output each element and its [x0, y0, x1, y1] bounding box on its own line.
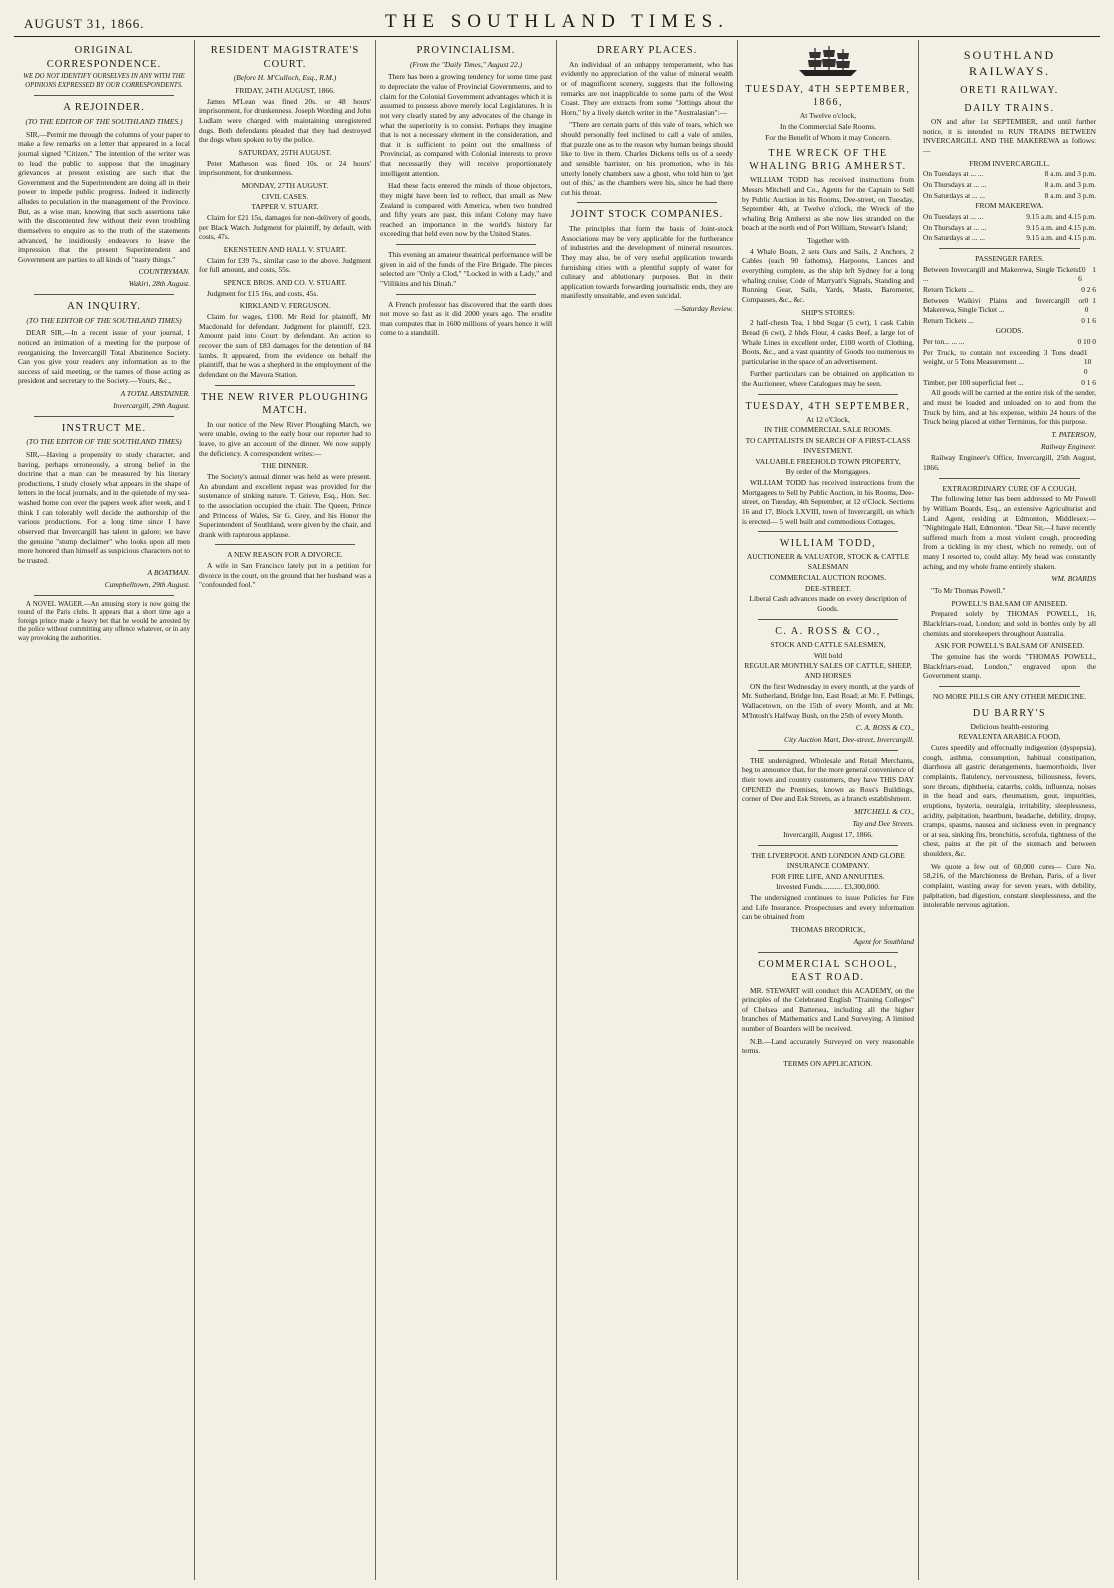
letter-signature: COUNTRYMAN. [138, 267, 190, 277]
divider [215, 385, 355, 386]
divider [577, 202, 717, 203]
timetable-makerewa [923, 212, 1096, 243]
balsam-body: Prepared solely by THOMAS POWELL, 16, Blackfriars-road, London; and sold in bottles only by all chemists and storekeepers throughout Australia. [923, 609, 1096, 638]
letter-body: DEAR SIR,—In a recent issue of your journal, I noticed an intimation of a meeting for the purpose of reorganising the Invercargill Total Abstinence Society. Can you give your readers any information as to the success of said meeting, or the names of those acting as president and secretary to the Society.—Yours, &c., [18, 328, 190, 386]
timetable-day: On Thursdays at ... ... [923, 180, 987, 190]
timetable-time: 8 a.m. and 3 p.m. [1044, 169, 1096, 179]
divider [939, 478, 1080, 479]
column-auctions [738, 40, 919, 1580]
sales-body: ON the first Wednesday in every month, at the yards of Mr. Sutherland, Bridge Inn, East Road; at Mr. F. Pellings, Wallacetown, on the 15th of every Month, and at Mr. M'Intosh's Halfway Bush, on the 25th of every Month. [742, 681, 914, 720]
auction-date: TUESDAY, 4TH SEPTEMBER, 1866, [745, 84, 911, 108]
fare-item: Between Invercargill and Makerewa, Single Tickets ... [923, 264, 1079, 284]
divider [215, 544, 355, 545]
divider [396, 244, 536, 245]
fare-price: £0 1 6 [1078, 264, 1096, 284]
page-columns [14, 40, 1100, 1580]
subheading: THE DINNER. [261, 461, 309, 471]
court-report: Claim for £39 7s., similar case to the above. Judgment for full amount, and costs, 55s. [199, 255, 371, 275]
balsam-genuine: The genuine has the words "THOMAS POWELL, Blackfriars-road, London," engraved upon the Government stamp. [923, 652, 1096, 681]
paragraph-title: A NEW REASON FOR A DIVORCE. [227, 550, 343, 560]
column-provincialism [376, 40, 557, 1580]
goods-price: 1 10 0 [1083, 347, 1092, 377]
barry-cures: We quote a few out of 60,000 cures— Cure No. 58,216, of the Marchioness de Brehan, Paris, of a liver complaint, wasting away for seven years, with debility, palpitation, bad digestion, constant sleeplessness, and the intolerable nervous agitation. [923, 861, 1096, 910]
court-date: FRIDAY, 24TH AUGUST, 1866. [235, 86, 335, 96]
issue-date: AUGUST 31, 1866. [24, 16, 145, 31]
goods-price: 0 10 0 [1077, 337, 1096, 347]
auction-time: At Twelve o'clock, [799, 111, 857, 120]
goods-item: Timber, per 100 superficial feet ... [923, 377, 1024, 387]
divider [758, 619, 898, 620]
school-terms: TERMS ON APPLICATION. [783, 1058, 873, 1068]
divider [34, 416, 174, 417]
cure-body: The following letter has been addressed to Mr Powell by William Boards, Esq., an extensive Agriculturist and Land Agent, residing at Edmonton, Middlesex:— "Nightingale Hall, Edmonton. "Dear Sir,—I have recently suffered much from a most violent cough, proceeding from a tickling in my chest, which no remedy, out of many I resorted to, could allay. My head was constantly aching, and my whole frame entirely shaken. [923, 494, 1096, 571]
advertiser-will: Will hold [813, 650, 843, 660]
article-body: An individual of an unhappy temperament, who has evidently no appreciation of the value of mineral wealth or of magnificent scenery, suggests that the following remarks are not inapplicable to some parts of the West Coast. They are extracts from some "Jottings about the Horn," by a lively sketch writer in the "Australasian":— [561, 59, 733, 117]
auction-body: WILLIAM TODD has received instructions from Messrs Mitchell and Co., Agents for the Captain to Sell by Public Auction in his Rooms, Dee-street, on Tuesday, September 4th, at Twelve o'clock, the Wreck of the whaling Brig Amherst as she now lies stranded on the beach at the north end of Port William, Stewart's Island; [742, 175, 914, 233]
court-presiding: (Before H. M'Culloch, Esq., R.M.) [233, 73, 337, 83]
column-court [195, 40, 376, 1580]
article-source: (From the "Daily Times," August 22.) [409, 59, 523, 69]
merchant-signature: MITCHELL & CO., [854, 806, 914, 816]
divider [758, 750, 898, 751]
case-name: EKENSTEEN AND HALL V. STUART. [223, 245, 347, 255]
letter-address: (TO THE EDITOR OF THE SOUTHLAND TIMES) [26, 315, 182, 325]
goods-price: 0 1 6 [1081, 377, 1096, 387]
stores-heading: SHIP'S STORES: [801, 307, 855, 317]
insurance-title: THE LIVERPOOL AND LONDON AND GLOBE INSURANCE COMPANY. [751, 851, 905, 870]
goods-row [923, 337, 1096, 347]
timetable-time: 9.15 a.m. and 4.15 p.m. [1026, 212, 1096, 222]
case-name: KIRKLAND V. FERGUSON. [239, 301, 331, 311]
timetable-day: On Tuesdays at ... ... [923, 212, 984, 222]
balsam-title: POWELL'S BALSAM OF ANISEED. [951, 598, 1068, 608]
court-report: James M'Lean was fined 20s. or 48 hours' imprisonment, for drunkenness. Joseph Wording and John Ludlam were charged with maintaining unregistered dogs. Both defendants pleaded that they had destroyed the dogs when spoken to by the police. [199, 96, 371, 145]
divider [396, 294, 536, 295]
masthead [14, 8, 1100, 37]
advertiser-signature: C. A. ROSS & CO., [855, 723, 914, 733]
advertiser-rooms: COMMERCIAL AUCTION ROOMS. [769, 572, 887, 582]
barry-body: Cures speedily and effectually indigestion (dyspepsia), cough, asthma, consumption, habitual constipation, diarrhoea all gastric derangements, haemorrhoids, liver complaints, flatulency, nervousness, biliousness, fevers, sore throats, diphtheria, catarrhs, colds, influenza, noises in the head and ears, rheumatism, gout, impurities, eruptions, hysteria, neuralgia, irritability, sleeplessness, acidity, palpitation, heartburn, headache, debility, dropsy, cramps, spasms, nausea and sickness even in pregnancy or at sea, sinking fits, bronchitis, scrofula, tightness of the chest, pains at the pit of the stomach and between shoulders, &c. [923, 743, 1096, 859]
timetable-row [923, 212, 1096, 222]
school-title: COMMERCIAL SCHOOL, EAST ROAD. [758, 958, 898, 983]
auction-by: By order of the Mortgagees. [785, 467, 871, 477]
school-note: N.B.—Land accurately Surveyed on very reasonable terms. [742, 1036, 914, 1056]
letter-title: A REJOINDER. [63, 102, 145, 114]
timetable-row [923, 191, 1096, 201]
barry-food: REVALENTA ARABICA FOOD, [958, 732, 1061, 742]
article-body: The Society's annual dinner was held as were present. An abundant and excellent repast was provided for the sustenance of sinking nature. T. Grieve, Esq., Hon. Sec. to the association occupied the chair. The Queen, Prince and Princess of Wales, Sir G. Grey, and his Honor the Superintendent of Southland, were given by the chair, and drank with rapturous applause. [199, 472, 371, 539]
fare-item: Between Waikivi Plains and Invercargill or Makerewa, Single Ticket ... [923, 295, 1085, 315]
fares-heading: PASSENGER FARES. [975, 253, 1044, 263]
article-body: In our notice of the New River Ploughing Match, we were unable, owing to the early hour our reporter had to leave, to give an account of the dinner. We now supply the deficiency. A correspondent writes:— [199, 419, 371, 458]
article-body: Had these facts entered the minds of those objectors, they might have been led to reflect, that small as New Zealand is compared with America, when two hundred and fifty years are past, this infant Colony may have reached an importance in the world's history far exceeding that held even now by the United States. [380, 181, 552, 239]
goods-heading: GOODS. [995, 326, 1024, 336]
insurance-funds: Invested Funds........... £3,300,000. [776, 882, 880, 892]
paragraph: This evening an amateur theatrical performance will be given in aid of the funds of the Fire Brigade. The pieces selected are "Only a Clod," "Locked in with a Lady," and "Villikins and his Dinah." [380, 250, 552, 288]
daily-trains: DAILY TRAINS. [964, 103, 1055, 115]
civil-cases-heading: CIVIL CASES. [261, 191, 309, 201]
court-report: Judgment for £15 16s, and costs, 45s. [207, 288, 319, 298]
column-railways [919, 40, 1100, 1580]
section-heading: RESIDENT MAGISTRATE'S COURT. [210, 45, 360, 70]
timetable-row [923, 233, 1096, 243]
engineer-title: Railway Engineer. [1041, 441, 1096, 451]
section-heading: THE NEW RIVER PLOUGHING MATCH. [201, 391, 369, 417]
letter-place: Campbelltown, 29th August. [104, 580, 190, 590]
paragraph: A NOVEL WAGER.—An amusing story is now going the round of the Paris clubs. It appears that a short time ago a foreign prince made a heavy bet that he would be arrested by the police without committing any offence whatever, or in any way provoking the authorities. [18, 600, 190, 642]
cure-addressee: "To Mr Thomas Powell." [931, 586, 1006, 596]
timetable-day: On Saturdays at ... ... [923, 190, 985, 200]
ship-icon [793, 44, 863, 78]
letter-title: AN INQUIRY. [67, 300, 141, 312]
timetable-time: 9.15 a.m. and 4.15 p.m. [1026, 233, 1096, 243]
column-dreary-places [557, 40, 738, 1580]
column-correspondence [14, 40, 195, 1580]
divider [939, 686, 1080, 687]
railway-line: ORETI RAILWAY. [960, 85, 1059, 97]
section-heading: PROVINCIALISM. [416, 45, 516, 56]
case-name: TAPPER V. STUART. [251, 202, 319, 212]
fare-price: 0 2 6 [1081, 284, 1096, 294]
pills-title: NO MORE PILLS OR ANY OTHER MEDICINE. [932, 691, 1087, 701]
stores-list: 2 half-chests Tea, 1 bbd Sugar (5 cwt), 1 cask Cabin Bread (6 cwt), 2 hhds Flour, 4 casks Beef, a large lot of Whale Lines in excellent order, £100 worth of Clothing, Boots, &c., and a vast quantity of Goods too numerous to particularise in the space of an advertisement. [742, 318, 914, 366]
divider [758, 531, 898, 532]
timetable-row [923, 180, 1096, 190]
insurance-body: The undersigned continues to issue Policies for Fire and Life Insurance. Prospectuses and every information can be obtained from [742, 893, 914, 922]
paragraph: A French professor has discovered that the earth does not move so fast as it did 2000 years ago. The erudite man computes that in 1600 millions of years hence it will come to a standstill. [380, 299, 552, 338]
merchant-date: Invercargill, August 17, 1866. [783, 830, 873, 840]
section-heading: JOINT STOCK COMPANIES. [570, 209, 724, 221]
divider [34, 595, 174, 596]
divider [758, 845, 898, 846]
balsam-ask: ASK FOR POWELL'S BALSAM OF ANISEED. [934, 641, 1085, 651]
timetable-day: On Thursdays at ... ... [923, 222, 987, 232]
letter-address: (TO THE EDITOR OF THE SOUTHLAND TIMES) [26, 437, 182, 447]
barry-name: DU BARRY'S [972, 707, 1047, 719]
divider [758, 394, 898, 395]
insurance-signature: THOMAS BRODRICK, [790, 925, 866, 934]
advertiser-street: DEE-STREET. [805, 583, 851, 593]
auction-title: VALUABLE FREEHOLD TOWN PROPERTY, [755, 456, 901, 466]
article-source: —Saturday Review. [674, 304, 733, 314]
fare-price: 0 1 0 [1084, 295, 1096, 315]
goods-note: All goods will be carried at the entire risk of the sender, and must be loaded and unloaded on to and from the Truck by him, and at his expense, within 24 hours of the Truck being placed at either Terminus, for this purpose. [923, 388, 1096, 427]
divider [34, 95, 174, 96]
merchant-body: THE undersigned, Wholesale and Retail Merchants, beg to announce that, for the more general convenience of their town and country customers, they have THIS DAY OPENED the Premises, known as Ross's Buildings, corner of Dee and Esk Streets, as a branch establishment. [742, 755, 914, 804]
goods-row [923, 378, 1096, 388]
section-heading: SOUTHLAND RAILWAYS. [963, 48, 1056, 78]
advertiser-name: WILLIAM TODD, [779, 538, 877, 550]
advertiser-note: Liberal Cash advances made on every description of Goods. [749, 594, 907, 613]
auction-time: At 12 o'Clock, [806, 414, 850, 424]
fare-row [923, 265, 1096, 284]
paragraph: A wife in San Francisco lately put in a petition for divorce in the court, on the ground that her husband was a "confounded fool." [199, 561, 371, 590]
court-report: Claim for £21 15s, damages for non-delivery of goods, per Black Watch. Judgment for plaintiff, by default, with costs, 47s. [199, 213, 371, 242]
divider [939, 248, 1080, 249]
insurance-sub: FOR FIRE LIFE, AND ANNUITIES. [771, 871, 885, 881]
timetable-day: On Tuesdays at ... ... [923, 169, 984, 179]
section-heading: DREARY PLACES. [596, 45, 698, 56]
fare-row [923, 316, 1096, 326]
insurance-agent: Agent for Southland [853, 936, 914, 946]
fare-row [923, 285, 1096, 295]
advertiser-title: AUCTIONEER & VALUATOR, STOCK & CATTLE SALESMAN [746, 552, 910, 571]
auction-heading: TO CAPITALISTS IN SEARCH OF A FIRST-CLASS INVESTMENT. [745, 436, 911, 455]
divider [34, 294, 174, 295]
fare-price: 0 1 6 [1081, 315, 1096, 325]
engineer-signature: T. PATERSON, [1051, 429, 1096, 439]
timetable-time: 8 a.m. and 3 p.m. [1044, 180, 1096, 190]
timetable-heading: FROM MAKEREWA. [975, 201, 1044, 211]
goods-item: Per Truck, to contain not exceeding 3 Tons dead weight, or 5 Tons Measurement ... [923, 347, 1084, 367]
auction-note: For the Benefit of Whom it may Concern. [765, 132, 891, 142]
court-report: Claim for wages, £100. Mr Reid for plaintiff, Mr Macdonald for defendant. Judgment for plaintiff, £23. Amount paid into Court by defendant. An action to recover the sum of £83 damages for the detention of 84 lambs. It appeared, from the evidence on behalf the plaintiff, that he was a shepherd in the employment of the defendant on the Mavora Station. [199, 312, 371, 379]
article-body: "There are certain parts of this vale of tears, which we should personally feel inclined to call a vale of smiles, that puzzle one as to the reason why human beings should like to live in them. Charles Dickens tells us of a seedy and sensible barrister, on his promotion, who in his utterly lonely chambers saw a ghost, who told him to 'get out of this,' as the chambers were his, since he had there cut his throat. [561, 120, 733, 197]
timetable-invercargill [923, 169, 1096, 200]
letter-place: Invercargill, 29th August. [113, 400, 190, 410]
timetable-row [923, 223, 1096, 233]
section-heading: ORIGINAL CORRESPONDENCE. [46, 45, 162, 70]
court-report: Peter Matheson was fined 10s. or 24 hours' imprisonment, for drunkenness. [199, 158, 371, 178]
letter-title: INSTRUCT ME. [61, 422, 147, 434]
timetable-time: 9.15 a.m. and 4.15 p.m. [1026, 222, 1096, 232]
timetable-row [923, 169, 1096, 179]
goods-item: Per ton... ... ... [923, 337, 965, 347]
auction-place: In the Commercial Sale Rooms. [779, 121, 877, 131]
cure-signature: WM. BOARDS [1051, 574, 1096, 584]
letter-body: SIR,—Having a propensity to study character, and having, perhaps erroneously, a strong belief in the doctrine that a man can be measured by his literary productions, I study closely what appears in the shape of letters in the local journals, and in the quietude of my sea-washed home con over the papers week after week, and I think I can tolerably well decide the authorship of the various productions. For a long time since I have observed that Invercargill has talent in galore; we have the genuine "stump declaimer" who looks upon all men more honored than himself as suspicious characters not to be trusted. [18, 449, 190, 565]
letter-place: Wakiri, 28th August. [128, 279, 190, 289]
letter-signature: A TOTAL ABSTAINER. [120, 389, 190, 399]
advertiser-title: STOCK AND CATTLE SALESMEN, [770, 639, 886, 649]
timetable-day: On Saturdays at ... ... [923, 233, 985, 243]
cure-title: EXTRAORDINARY CURE OF A COUGH. [942, 483, 1077, 493]
barry-sub: Delicious health-restoring [970, 721, 1049, 731]
sales-heading: REGULAR MONTHLY SALES OF CATTLE, SHEEP, AND HORSES [744, 661, 912, 680]
timetable-time: 8 a.m. and 3 p.m. [1044, 190, 1096, 200]
fare-row [923, 296, 1096, 315]
court-date: MONDAY, 27TH AUGUST. [241, 180, 329, 190]
disclaimer: WE DO NOT IDENTIFY OURSELVES IN ANY WITH THE OPINIONS EXPRESSED BY OUR CORRESPONDENTS. [23, 73, 185, 89]
newspaper-title: THE SOUTHLAND TIMES. [385, 11, 729, 32]
auction-close: Further particulars can be obtained on application to the Auctioneer, where Catalogues may be seen. [742, 369, 914, 388]
auction-together: Together with [807, 236, 849, 245]
fare-item: Return Tickets ... [923, 284, 974, 294]
article-body: The principles that form the basis of Joint-stock Associations may be very applicable for the furtherance of industries and the development of mineral resources. They may also, be of very useful application towards furnishing cities with a plentiful supply of water for culinary and ablutionary purposes. But in their application towards forwarding journalistic ends, they are manifestly unsuitable, and even suicidal. [561, 224, 733, 301]
case-name: SPENCE BROS. AND CO. V. STUART. [223, 278, 347, 288]
article-body: There has been a growing tendency for some time past to depreciate the value of Provincial Governments, and to claim for the Colonial Government advantages which it is assumed to possess above merely local Legislatures. It is not very clearly stated by any advocates of the change in what the superiority is to consist. Perhaps they imagine that is not a necessary element in the consideration, and that it is sufficient to point out the smallness of Provincial, as compared with Colonial interests to prove that necessarily they will receive proportionately intelligent attention. [380, 72, 552, 178]
auction-title: THE WRECK OF THE WHALING BRIG AMHERST. [749, 148, 907, 173]
goods-row [923, 348, 1096, 377]
letter-address: (TO THE EDITOR OF THE SOUTHLAND TIMES.) [25, 116, 183, 126]
auction-body: WILLIAM TODD has received instructions from the Mortgagees to Sell by Public Auction, in his Rooms, Dee-street, on Tuesday, 4th September, at 12 o'Clock. Sections 16 and 17, Block LXVIII, town of Invercargill, on which is erected— 5 well built and commodious Cottages, [742, 478, 914, 526]
fare-item: Return Tickets ... [923, 315, 974, 325]
engineer-office: Railway Engineer's Office, Invercargill, 25th August, 1866. [923, 453, 1096, 472]
timetable-heading: FROM INVERCARGILL. [969, 158, 1050, 168]
train-notice: ON and after 1st SEPTEMBER, and until further notice, it is intended to RUN TRAINS BETWEEN INVERCARGILL AND THE MAKEREWA as follows:— [923, 117, 1096, 156]
auction-place: IN THE COMMERCIAL SALE ROOMS. [764, 425, 892, 435]
advertiser-name: C. A. ROSS & CO., [775, 625, 881, 637]
letter-body: SIR,—Permit me through the columns of your paper to make a few remarks on a letter that appeared in a local journal signed "Citizen." The intention of the writer was to lead the public to suppose that the imaginary grievances at present existing are such that the Government and the Superintendent are doing all in their power to impede public progress. Indeed it indirectly alludes to peculation in the management of the Province. But, as a wise man, knowing that such assertions take with the discontented few without their even troubling themselves to enquire as to the truth of the statements advanced, he insidiously endeavors to leave the impression that the present Superintendent and Government are parties to all kinds of "nasty things." [18, 129, 190, 264]
letter-signature: A BOATMAN. [147, 568, 190, 578]
school-body: MR. STEWART will conduct this ACADEMY, on the principles of the Celebrated English "Training Colleges" of Chelsea and Battersea, including all the higher branches of Mathematics and Land Surveying. A limited number of Boarders will be received. [742, 985, 914, 1033]
auction-list: 4 Whale Boats, 2 sets Oars and Sails, 2 Anchors, 2 Cables (each 90 fathoms), Harpoons, Lances and everything complete, as the ship left Sydney for a long whaling cruise; Code of Marryatt's Signals, Standing and Running Gear, Sails, Yards, Masts, Barometer, Compasses, &c., &c. [742, 246, 914, 304]
merchant-address: Tay and Dee Streets. [852, 818, 914, 828]
auction-date: TUESDAY, 4TH SEPTEMBER, [745, 400, 911, 412]
advertiser-address: City Auction Mart, Dee-street, Invercargill. [783, 735, 914, 744]
divider [758, 952, 898, 953]
court-date: SATURDAY, 25TH AUGUST. [238, 147, 332, 157]
